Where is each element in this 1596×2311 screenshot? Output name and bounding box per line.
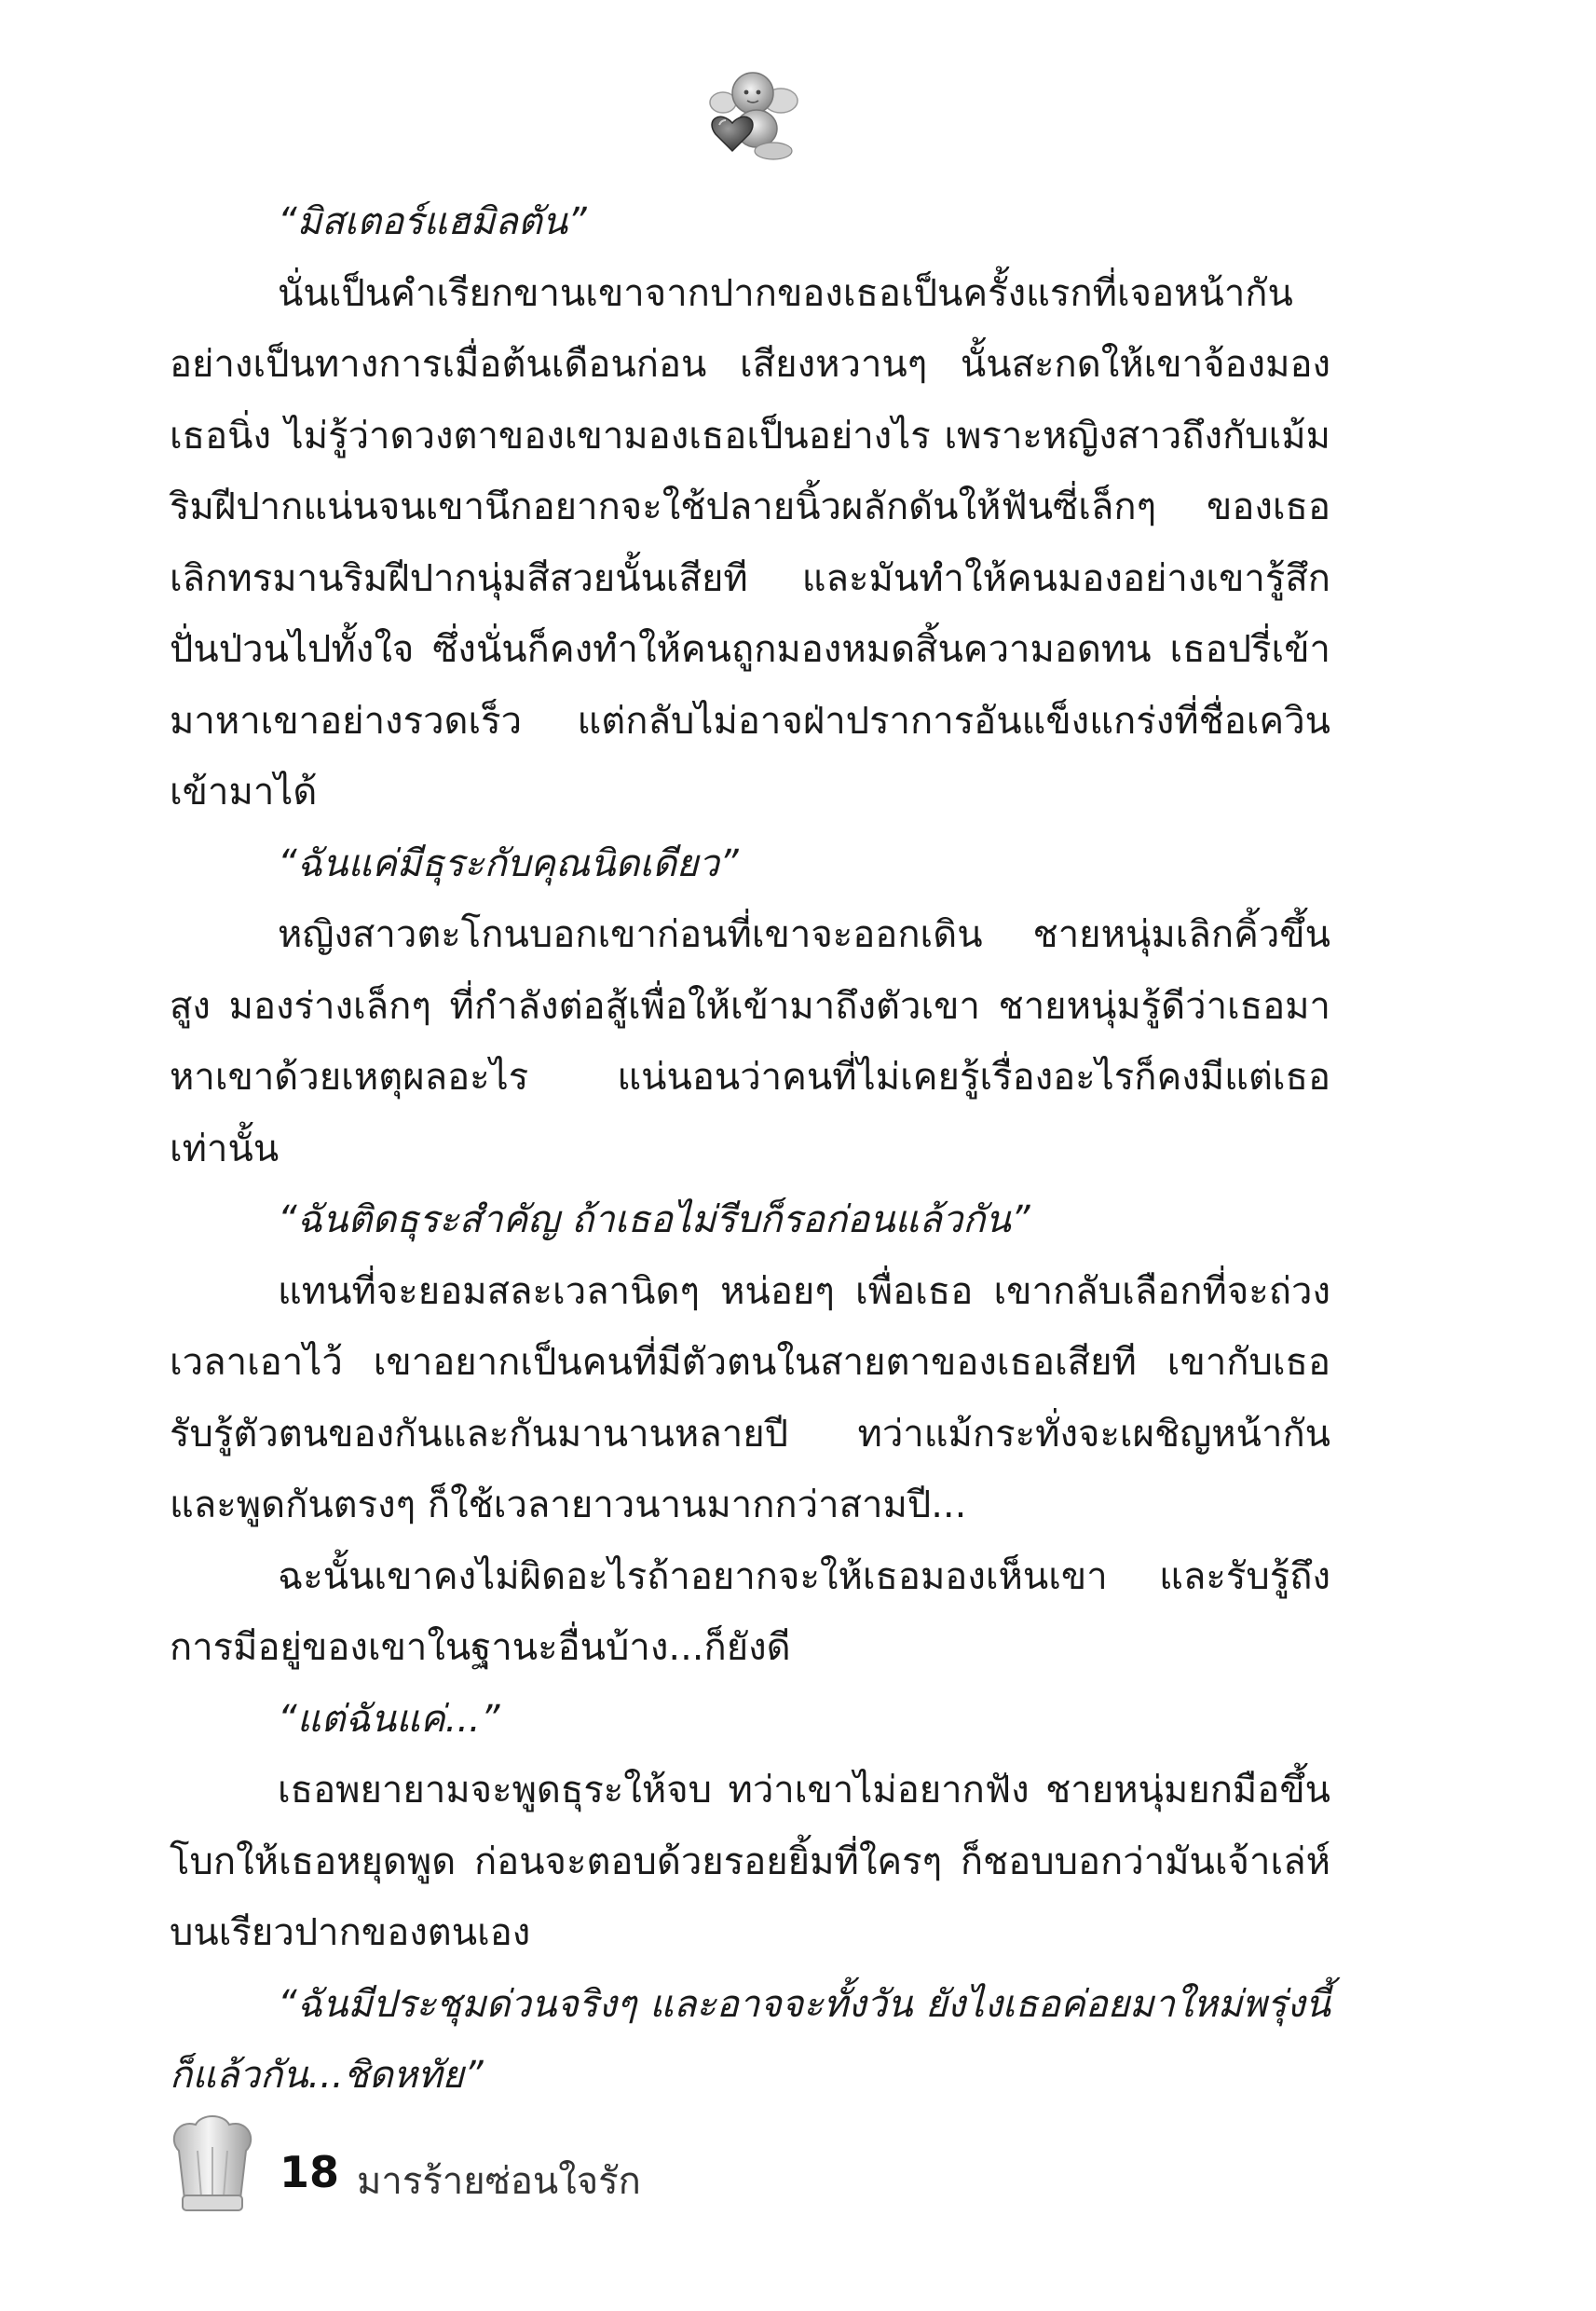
dialog-paragraph: “มิสเตอร์แฮมิลตัน” (278, 200, 587, 243)
narration-paragraph: เธอพยายามจะพูดธุระให้จบ ทว่าเขาไม่อยากฟัง ชายหนุ่มยกมือขึ้นโบกให้เธอหยุดพูด ก่อนจะตอบด้วยรอยยิ้มที่ใครๆ ก็ชอบบอกว่ามันเจ้าเล่ห์บนเรียวปากของตนเอง (170, 1769, 1330, 1954)
page-body (170, 186, 1330, 2112)
chef-hat-icon (166, 2113, 259, 2218)
dialog-paragraph: “ฉันติดธุระสำคัญ ถ้าเธอไม่รีบก็รอก่อนแล้วกัน” (278, 1198, 1030, 1241)
dialog-paragraph: “ฉันแค่มีธุระกับคุณนิดเดียว” (278, 841, 739, 885)
narration-paragraph: นั่นเป็นคำเรียกขานเขาจากปากของเธอเป็นครั้งแรกที่เจอหน้ากันอย่างเป็นทางการเมื่อต้นเดือนก่อน เสียงหวานๆ นั้นสะกดให้เขาจ้องมองเธอนิ่ง ไม่รู้ว่าดวงตาของเขามองเธอเป็นอย่างไร เพราะหญิงสาวถึงกับเม้มริมฝีปากแน่นจนเขานึกอยากจะใช้ปลายนิ้วผลักดันให้ฟันซี่เล็กๆ ของเธอเลิกทรมานริมฝีปากนุ่มสีสวยนั้นเสียที และมันทำให้คนมองอย่างเขารู้สึกปั่นป่วนไปทั้งใจ ซึ่งนั่นก็คงทำให้คนถูกมองหมดสิ้นความอดทน เธอปรี่เข้ามาหาเขาอย่างรวดเร็ว แต่กลับไม่อาจฝ่าปราการอันแข็งแกร่งที่ชื่อเควินเข้ามาได้ (170, 271, 1330, 814)
page-footer (166, 2113, 1098, 2225)
narration-paragraph: หญิงสาวตะโกนบอกเขาก่อนที่เขาจะออกเดิน ชายหนุ่มเลิกคิ้วขึ้นสูง มองร่างเล็กๆ ที่กำลังต่อสู้เพื่อให้เข้ามาถึงตัวเขา ชายหนุ่มรู้ดีว่าเธอมาหาเขาด้วยเหตุผลอะไร แน่นอนว่าคนที่ไม่เคยรู้เรื่องอะไรก็คงมีแต่เธอเท่านั้น (170, 913, 1330, 1170)
dialog-paragraph: “ฉันมีประชุมด่วนจริงๆ และอาจจะทั้งวัน ยังไงเธอค่อยมาใหม่พรุ่งนี้ก็แล้วกัน...ชิดหทัย” (170, 1982, 1330, 2097)
narration-paragraph: แทนที่จะยอมสละเวลานิดๆ หน่อยๆ เพื่อเธอ เขากลับเลือกที่จะถ่วงเวลาเอาไว้ เขาอยากเป็นคนที่มีตัวตนในสายตาของเธอเสียที เขากับเธอรับรู้ตัวตนของกันและกันมานานหลายปี ทว่าแม้กระทั่งจะเผชิญหน้ากันและพูดกันตรงๆ ก็ใช้เวลายาวนานมากกว่าสามปี... (170, 1269, 1330, 1526)
cupid-with-heart-icon (701, 62, 803, 164)
narration-paragraph: ฉะนั้นเขาคงไม่ผิดอะไรถ้าอยากจะให้เธอมองเห็นเขา และรับรู้ถึงการมีอยู่ของเขาในฐานะอื่นบ้าง...ก็ยังดี (170, 1554, 1330, 1669)
dialog-paragraph: “แต่ฉันแค่...” (278, 1697, 500, 1741)
page-number: 18 (280, 2147, 340, 2197)
book-title: มารร้ายซ่อนใจรัก (357, 2160, 641, 2203)
